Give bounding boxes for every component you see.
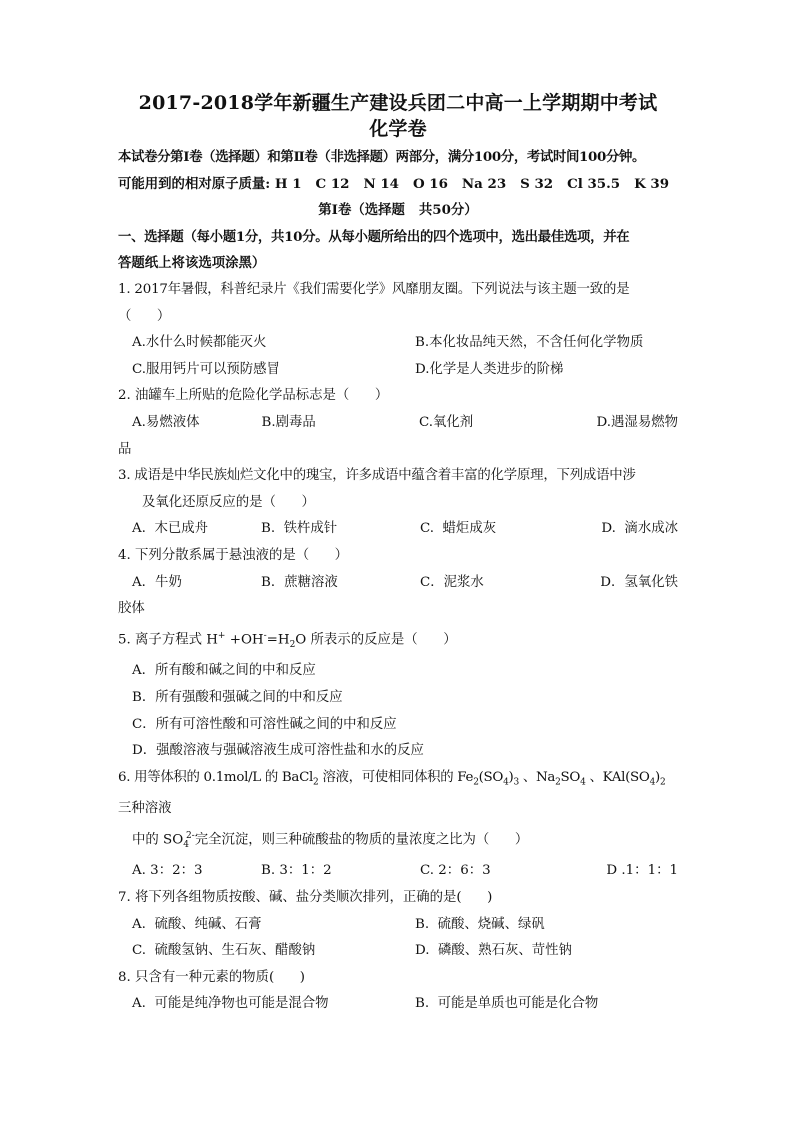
- q1-option-b: B.本化妆品纯天然，不含任何化学物质: [415, 335, 644, 351]
- q2-option-a: A.易燃液体: [132, 414, 200, 430]
- q8-options-row: [118, 991, 678, 1018]
- q1-option-a: A.水什么时候都能灭火: [132, 335, 267, 351]
- q7-stem: 7. 将下列各组物质按酸、碱、盐分类顺次排列，正确的是( ): [118, 889, 493, 905]
- q6-options-row: [118, 858, 678, 885]
- q6-stem-line3: [118, 823, 678, 859]
- q6-stem: [118, 765, 678, 796]
- q1-options-row-1: [118, 330, 678, 357]
- q8-option-a: A. 可能是纯净物也可能是混合物: [132, 996, 329, 1012]
- q6-stem-c: (SO: [478, 769, 504, 785]
- q3-option-b: B. 铁杵成针: [261, 521, 338, 537]
- q2-option-d: D.遇湿易燃物: [596, 414, 678, 430]
- title-line-1: 2017-2018学年新疆生产建设兵团二中高一上学期期中考试: [138, 92, 658, 114]
- q6-line3-sub4: 4: [183, 839, 189, 850]
- intro-line-1: 本试卷分第Ⅰ卷（选择题）和第Ⅱ卷（非选择题）两部分，满分100分，考试时间100分钟。: [118, 149, 646, 165]
- q5-stem: [118, 623, 678, 659]
- q6-stem-d: ): [508, 769, 514, 785]
- q4-option-a: A．牛奶: [132, 574, 182, 590]
- q5-option-b: B．所有强酸和强碱之间的中和反应: [132, 690, 343, 706]
- q7-options-row-2: [118, 938, 678, 965]
- q6-sub-4c: 4: [649, 777, 655, 788]
- q5-sub-2: 2: [289, 639, 296, 650]
- q6-sub-2d: 2: [659, 777, 666, 788]
- intro-line-2: 可能用到的相对原子质量: H 1 C 12 N 14 O 16 Na 23 S 32 Cl 35.5 K 39: [118, 175, 670, 192]
- q6-sub-4a: 4: [503, 777, 509, 788]
- q4-options-row: [118, 570, 678, 597]
- q3-option-d: D. 滴水成冰: [601, 521, 678, 537]
- q2-options-row: [118, 410, 678, 437]
- q5-stem-mid: +OH: [225, 632, 264, 648]
- q8-stem: 8. 只含有一种元素的物质( ): [118, 969, 305, 985]
- q7-option-d: D. 磷酸、熟石灰、苛性钠: [415, 943, 572, 959]
- q2-stem: 2. 油罐车上所贴的危险化学品标志是（ ）: [118, 388, 389, 404]
- q6-stem-g: 、KAl(SO: [585, 769, 650, 785]
- q8-option-b: B. 可能是单质也可能是化合物: [415, 996, 599, 1012]
- q5-stem-pre: 5. 离子方程式 H: [118, 632, 218, 648]
- part1-heading-2: 答题纸上将该选项涂黑）: [118, 255, 266, 272]
- q7-option-a: A. 硫酸、纯碱、石膏: [132, 916, 262, 932]
- q4-option-c: C．泥浆水: [420, 574, 484, 590]
- q7-option-b: B. 硫酸、烧碱、绿矾: [415, 916, 545, 932]
- q7-options-row-1: [118, 912, 678, 939]
- part1-heading-1: 一、选择题（每小题1分，共10分。从每小题所给出的四个选项中，选出最佳选项，并在: [118, 228, 630, 245]
- q6-line3-b: 完全沉淀，则三种硫酸盐的物质的量浓度之比为（ ）: [194, 832, 529, 848]
- q3-options-row: [118, 516, 678, 543]
- q2-option-d-cont: 品: [118, 441, 132, 457]
- q1-option-c: C.服用钙片可以预防感冒: [132, 361, 280, 377]
- q4-option-b: B．蔗糖溶液: [261, 574, 338, 590]
- q1-options-row-2: [118, 357, 678, 384]
- q6-sub-2c: 2: [555, 777, 561, 788]
- q6-stem-a: 6. 用等体积的 0.1mol/L 的 BaCl: [118, 769, 314, 785]
- q4-option-d: D．氢氧化铁: [600, 574, 678, 590]
- q2-option-c: C.氧化剂: [419, 414, 474, 430]
- q3-option-a: A. 木已成舟: [132, 521, 209, 537]
- section-header: 第Ⅰ卷（选择题 共50分）: [318, 202, 478, 219]
- q1-paren: （ ）: [118, 308, 171, 324]
- q1-stem: 1. 2017年暑假，科普纪录片《我们需要化学》风靡朋友圈。下列说法与该主题一致的是: [118, 281, 630, 297]
- q5-sup-minus: -: [263, 630, 267, 641]
- q3-stem-2: 及氧化还原反应的是（ ）: [142, 494, 315, 510]
- q6-stem-cont: 三种溶液: [118, 801, 172, 817]
- q6-stem-b: 溶液，可使相同体积的 Fe: [318, 769, 474, 785]
- q6-line3-sup: 2-: [185, 830, 195, 841]
- q6-option-d: D .1：1：1: [606, 863, 678, 879]
- q5-option-d: D．强酸溶液与强碱溶液生成可溶性盐和水的反应: [132, 743, 424, 759]
- q6-sub-2a: 2: [313, 777, 319, 788]
- exam-content: [118, 90, 678, 1018]
- q6-stem-e: 、Na: [518, 769, 556, 785]
- q5-stem-post: O 所表示的反应是（ ）: [295, 632, 457, 648]
- q6-stem-f: SO: [560, 769, 581, 785]
- q4-option-d-cont: 胶体: [118, 601, 145, 617]
- q5-option-a: A．所有酸和碱之间的中和反应: [132, 663, 316, 679]
- q6-option-c: C. 2：6：3: [420, 863, 491, 879]
- q2-option-b: B.剧毒品: [261, 414, 316, 430]
- q5-sup-plus: +: [217, 630, 226, 641]
- q6-option-b: B. 3：1：2: [261, 863, 332, 879]
- q5-option-c: C．所有可溶性酸和可溶性碱之间的中和反应: [132, 716, 397, 732]
- q4-stem: 4. 下列分散系属于悬浊液的是（ ）: [118, 547, 349, 563]
- q3-stem: 3. 成语是中华民族灿烂文化中的瑰宝，许多成语中蕴含着丰富的化学原理，下列成语中涉: [118, 468, 636, 484]
- q5-stem-eq: =H: [266, 632, 290, 648]
- q1-option-d: D.化学是人类进步的阶梯: [415, 361, 564, 377]
- title-line-2: 化学卷: [369, 118, 427, 140]
- q6-option-a: A. 3：2：3: [132, 863, 203, 879]
- q7-option-c: C. 硫酸氢钠、生石灰、醋酸钠: [132, 943, 316, 959]
- q6-sub-4b: 4: [580, 777, 586, 788]
- page-title: [118, 90, 678, 142]
- q6-sub-2b: 2: [473, 777, 479, 788]
- q6-sub-3: 3: [513, 777, 519, 788]
- q6-stem-h: ): [655, 769, 660, 785]
- q6-line3-a: 中的 SO: [132, 832, 184, 848]
- q3-option-c: C. 蜡炬成灰: [420, 521, 497, 537]
